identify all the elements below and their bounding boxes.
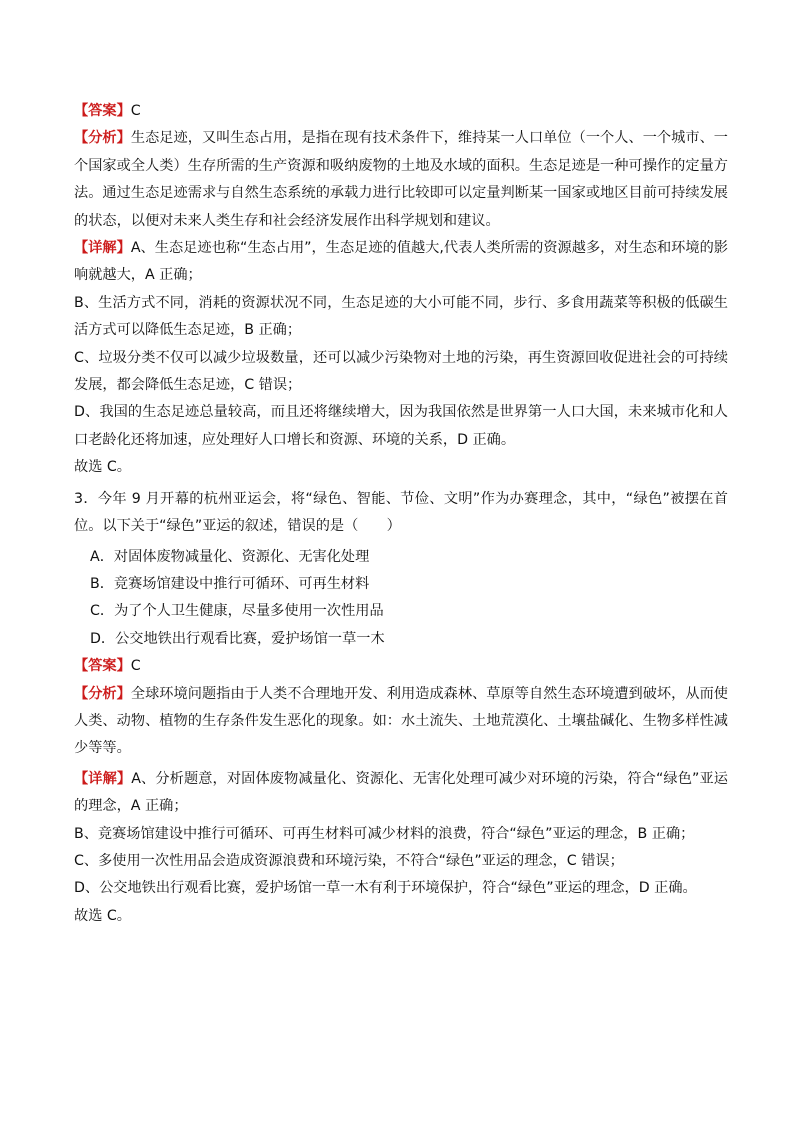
answer-tag: 【答案】: [74, 103, 131, 119]
document-content: [74, 98, 728, 930]
answer-value: C: [130, 658, 141, 675]
question-3-option-d: D．公交地铁出行观看比赛，爱护场馆一草一木: [90, 630, 385, 647]
answer-tag: 【答案】: [74, 658, 131, 675]
question-3-option-c: C．为了个人卫生健康，尽量多使用一次性用品: [90, 603, 384, 620]
question-3-stem: 3．今年 9 月开幕的杭州亚运会，将“绿色、智能、节俭、文明”作为办赛理念，其中，“绿色”被摆在首位。以下关于“绿色”亚运的叙述，错误的是（ ）: [74, 490, 728, 535]
analysis-paragraph-1: [74, 125, 728, 235]
analysis-tag: 【分析】: [74, 685, 131, 702]
answer-line-2: [74, 653, 728, 680]
detail-a-text: A、生态足迹也称“生态占用”，生态足迹的值越大,代表人类所需的资源越多，对生态和环境的影响就越大，A 正确；: [74, 240, 728, 284]
detail-paragraph-b-2: B、竞赛场馆建设中推行可循环、可再生材料可减少材料的浪费，符合“绿色”亚运的理念，B 正确；: [74, 825, 695, 842]
detail-paragraph-d-2: D、公交地铁出行观看比赛，爱护场馆一草一木有利于环境保护，符合“绿色”亚运的理念，D 正确。: [74, 880, 697, 897]
detail-paragraph-a-2: [74, 766, 728, 821]
detail-paragraph-b-1: B、生活方式不同，消耗的资源状况不同，生态足迹的大小可能不同，步行、多食用蔬菜等积极的低碳生活方式可以降低生态足迹，B 正确；: [74, 294, 728, 339]
conclusion-1: 故选 C。: [74, 459, 131, 476]
detail-tag: 【详解】: [74, 240, 131, 257]
question-3-option-a: A．对固体废物减量化、资源化、无害化处理: [90, 548, 370, 565]
question-3-option-b: B．竞赛场馆建设中推行可循环、可再生材料: [90, 575, 370, 592]
detail-paragraph-a-1: [74, 235, 728, 290]
analysis-text: 生态足迹，又叫生态占用，是指在现有技术条件下，维持某一人口单位（一个人、一个城市、一个国家或全人类）生存所需的生产资源和吸纳废物的土地及水域的面积。生态足迹是一种可操作的定量方法。通过生态足迹需求与自然生态系统的承载力进行比较即可以定量判断某一国家或地区目前可持续发展的状态，以便对未来人类生存和社会经济发展作出科学规划和建议。: [74, 130, 728, 229]
detail-paragraph-d-1: D、我国的生态足迹总量较高，而且还将继续增大，因为我国依然是世界第一人口大国，未来城市化和人口老龄化还将加速，应处理好人口增长和资源、环境的关系，D 正确。: [74, 404, 728, 448]
conclusion-2: 故选 C。: [74, 907, 131, 924]
analysis-paragraph-2: [74, 681, 728, 763]
answer-value: C: [130, 103, 141, 119]
analysis-tag: 【分析】: [74, 130, 131, 147]
detail-paragraph-c-1: C、垃圾分类不仅可以减少垃圾数量，还可以减少污染物对土地的污染，再生资源回收促进社会的可持续发展，都会降低生态足迹，C 错误；: [74, 349, 728, 394]
analysis-text: 全球环境问题指由于人类不合理地开发、利用造成森林、草原等自然生态环境遭到破坏，从而使人类、动物、植物的生存条件发生恶化的现象。如：水土流失、土地荒漠化、土壤盐碱化、生物多样性减少等等。: [74, 685, 728, 757]
detail-a-text: A、分析题意，对固体废物减量化、资源化、无害化处理可减少对环境的污染，符合“绿色”亚运的理念，A 正确；: [74, 770, 728, 815]
answer-line-1: [74, 98, 728, 125]
detail-tag: 【详解】: [74, 770, 132, 787]
detail-paragraph-c-2: C、多使用一次性用品会造成资源浪费和环境污染，不符合“绿色”亚运的理念，C 错误；: [74, 852, 624, 869]
